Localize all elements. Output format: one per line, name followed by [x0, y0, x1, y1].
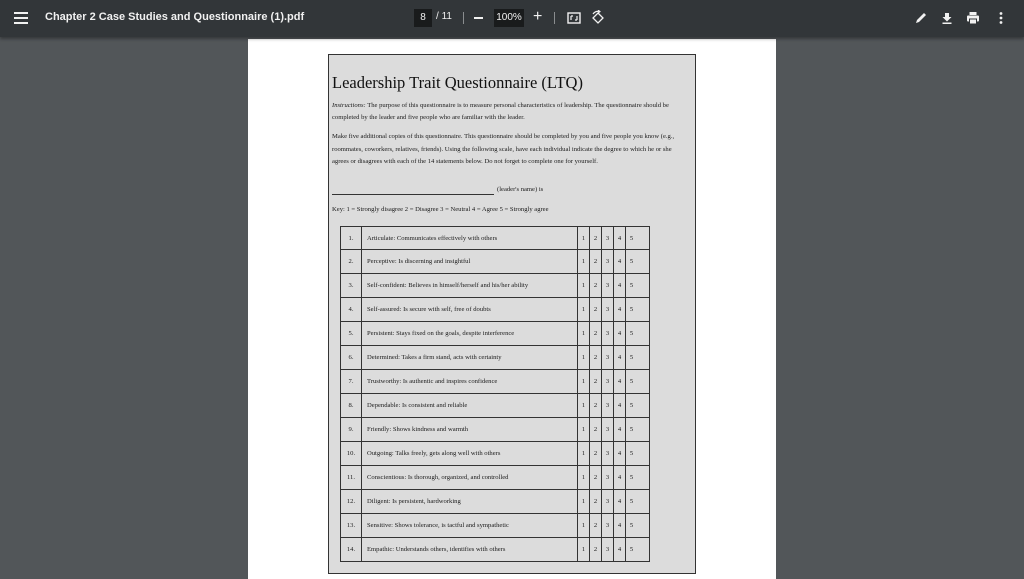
rating-option-2[interactable]: 2 — [589, 490, 601, 513]
rating-option-4[interactable]: 4 — [613, 227, 625, 250]
item-statement: Perceptive: Is discerning and insightful — [367, 258, 471, 265]
item-number: 4. — [341, 298, 362, 321]
rating-option-2[interactable]: 2 — [589, 514, 601, 537]
rating-option-4[interactable]: 4 — [613, 298, 625, 321]
zoom-input[interactable]: 100% — [494, 9, 524, 27]
table-row — [340, 298, 650, 322]
rating-option-2[interactable]: 2 — [589, 250, 601, 273]
rating-option-1[interactable]: 1 — [577, 250, 589, 273]
item-number: 7. — [341, 370, 362, 393]
rating-option-1[interactable]: 1 — [577, 442, 589, 465]
item-statement: Persistent: Stays fixed on the goals, despite interference — [367, 330, 515, 337]
rating-option-2[interactable]: 2 — [589, 370, 601, 393]
instructions-label: Instructions: — [332, 102, 366, 109]
item-statement: Diligent: Is persistent, hardworking — [367, 498, 461, 505]
rating-option-1[interactable]: 1 — [577, 346, 589, 369]
leader-name-label: (leader's name) is — [497, 186, 544, 193]
rating-option-2[interactable]: 2 — [589, 346, 601, 369]
rating-option-3[interactable]: 3 — [601, 322, 613, 345]
item-number: 1. — [341, 227, 362, 250]
rating-option-3[interactable]: 3 — [601, 346, 613, 369]
rating-option-1[interactable]: 1 — [577, 370, 589, 393]
table-row — [340, 226, 650, 250]
rating-option-2[interactable]: 2 — [589, 227, 601, 250]
rating-option-4[interactable]: 4 — [613, 274, 625, 297]
table-row — [340, 250, 650, 274]
rating-option-1[interactable]: 1 — [577, 466, 589, 489]
rating-option-5[interactable]: 5 — [625, 298, 637, 321]
rating-option-1[interactable]: 1 — [577, 418, 589, 441]
item-number: 8. — [341, 394, 362, 417]
item-number: 12. — [341, 490, 362, 513]
item-statement: Determined: Takes a firm stand, acts with certainty — [367, 354, 502, 361]
rating-option-4[interactable]: 4 — [613, 250, 625, 273]
item-number: 5. — [341, 322, 362, 345]
item-number: 13. — [341, 514, 362, 537]
toolbar-divider — [463, 12, 464, 24]
copies-paragraph: Make five additional copies of this questionnaire. This questionnaire should be completed by you and five people you know (e.g., roommates, coworkers, relatives, friends). Using the following scale, have each individual indicate the degree to which he or she agrees or disagrees with each of the 14 statements below. Do not forget to complete one for yourself. — [332, 133, 675, 165]
print-icon[interactable] — [965, 10, 981, 26]
item-statement: Conscientious: Is thorough, organized, and controlled — [367, 474, 509, 481]
rating-option-1[interactable]: 1 — [577, 394, 589, 417]
item-statement: Sensitive: Shows tolerance, is tactful and sympathetic — [367, 522, 509, 529]
rating-option-1[interactable]: 1 — [577, 274, 589, 297]
rating-option-2[interactable]: 2 — [589, 394, 601, 417]
trait-table — [340, 226, 650, 562]
rating-key: Key: 1 = Strongly disagree 2 = Disagree 3 = Neutral 4 = Agree 5 = Strongly agree — [332, 206, 549, 213]
item-number: 14. — [341, 538, 362, 561]
table-row — [340, 418, 650, 442]
rating-option-3[interactable]: 3 — [601, 466, 613, 489]
total-pages: 11 — [441, 11, 452, 22]
page-number-input[interactable]: 8 — [414, 9, 432, 27]
rating-option-4[interactable]: 4 — [613, 514, 625, 537]
rating-option-5[interactable]: 5 — [625, 250, 637, 273]
rating-option-5[interactable]: 5 — [625, 538, 637, 561]
rating-option-4[interactable]: 4 — [613, 370, 625, 393]
rating-option-5[interactable]: 5 — [625, 227, 637, 250]
rating-option-4[interactable]: 4 — [613, 442, 625, 465]
fit-page-icon[interactable] — [566, 10, 582, 26]
rating-option-5[interactable]: 5 — [625, 442, 637, 465]
rating-option-3[interactable]: 3 — [601, 418, 613, 441]
rating-option-4[interactable]: 4 — [613, 490, 625, 513]
instructions-text: The purpose of this questionnaire is to measure personal characteristics of leadership. The questionnaire should be completed by the leader and five people who are familiar with the leader. — [332, 102, 669, 121]
pdf-viewer[interactable] — [0, 37, 1024, 576]
rating-option-3[interactable]: 3 — [601, 274, 613, 297]
toolbar-divider — [554, 12, 555, 24]
rating-option-2[interactable]: 2 — [589, 418, 601, 441]
table-row — [340, 322, 650, 346]
rating-option-3[interactable]: 3 — [601, 490, 613, 513]
rating-option-2[interactable]: 2 — [589, 322, 601, 345]
table-row — [340, 538, 650, 562]
item-number: 3. — [341, 274, 362, 297]
instructions-paragraph — [332, 100, 690, 124]
rating-option-2[interactable]: 2 — [589, 274, 601, 297]
rating-option-5[interactable]: 5 — [625, 514, 637, 537]
leader-name-line — [332, 194, 494, 195]
pdf-toolbar — [0, 0, 1024, 37]
rating-option-4[interactable]: 4 — [613, 418, 625, 441]
questionnaire-form — [328, 54, 696, 574]
rating-option-1[interactable]: 1 — [577, 322, 589, 345]
rating-option-1[interactable]: 1 — [577, 514, 589, 537]
table-row — [340, 274, 650, 298]
rating-option-3[interactable]: 3 — [601, 370, 613, 393]
item-number: 2. — [341, 250, 362, 273]
zoom-out-button[interactable] — [474, 17, 483, 19]
item-statement: Empathic: Understands others, identifies with others — [367, 546, 506, 553]
pdf-page — [248, 39, 776, 579]
rating-option-3[interactable]: 3 — [601, 394, 613, 417]
rating-option-1[interactable]: 1 — [577, 298, 589, 321]
item-statement: Self-assured: Is secure with self, free of doubts — [367, 306, 491, 313]
rating-option-1[interactable]: 1 — [577, 490, 589, 513]
rating-option-4[interactable]: 4 — [613, 346, 625, 369]
table-row — [340, 514, 650, 538]
document-title: Chapter 2 Case Studies and Questionnaire (1).pdf — [45, 11, 305, 23]
rating-option-5[interactable]: 5 — [625, 322, 637, 345]
table-row — [340, 370, 650, 394]
rating-option-3[interactable]: 3 — [601, 227, 613, 250]
rating-option-3[interactable]: 3 — [601, 514, 613, 537]
page-separator: / — [436, 11, 439, 22]
rating-option-3[interactable]: 3 — [601, 298, 613, 321]
questionnaire-title: Leadership Trait Questionnaire (LTQ) — [332, 73, 583, 92]
rating-option-2[interactable]: 2 — [589, 466, 601, 489]
item-statement: Articulate: Communicates effectively with others — [367, 235, 498, 242]
rating-option-4[interactable]: 4 — [613, 394, 625, 417]
rating-option-5[interactable]: 5 — [625, 490, 637, 513]
rating-option-4[interactable]: 4 — [613, 538, 625, 561]
item-number: 9. — [341, 418, 362, 441]
table-row — [340, 466, 650, 490]
item-statement: Self-confident: Believes in himself/herself and his/her ability — [367, 282, 529, 289]
rating-option-3[interactable]: 3 — [601, 538, 613, 561]
table-row — [340, 490, 650, 514]
rating-option-1[interactable]: 1 — [577, 538, 589, 561]
rating-option-2[interactable]: 2 — [589, 538, 601, 561]
rating-option-3[interactable]: 3 — [601, 250, 613, 273]
zoom-in-button[interactable]: + — [533, 8, 543, 25]
rating-option-2[interactable]: 2 — [589, 442, 601, 465]
rating-option-5[interactable]: 5 — [625, 466, 637, 489]
more-vert-icon[interactable] — [993, 10, 1009, 26]
item-number: 11. — [341, 466, 362, 489]
table-row — [340, 442, 650, 466]
menu-icon[interactable] — [14, 10, 28, 26]
page-count — [436, 11, 452, 22]
item-statement: Friendly: Shows kindness and warmth — [367, 426, 469, 433]
rating-option-3[interactable]: 3 — [601, 442, 613, 465]
rating-option-1[interactable]: 1 — [577, 227, 589, 250]
item-statement: Outgoing: Talks freely, gets along well with others — [367, 450, 501, 457]
rating-option-4[interactable]: 4 — [613, 466, 625, 489]
item-number: 6. — [341, 346, 362, 369]
pen-icon[interactable] — [913, 10, 929, 26]
table-row — [340, 346, 650, 370]
rating-option-5[interactable]: 5 — [625, 418, 637, 441]
rating-option-4[interactable]: 4 — [613, 322, 625, 345]
table-row — [340, 394, 650, 418]
rating-option-5[interactable]: 5 — [625, 370, 637, 393]
rotate-icon[interactable] — [590, 10, 606, 26]
item-statement: Trustworthy: Is authentic and inspires confidence — [367, 378, 498, 385]
item-statement: Dependable: Is consistent and reliable — [367, 402, 468, 409]
download-icon[interactable] — [939, 10, 955, 26]
rating-option-2[interactable]: 2 — [589, 298, 601, 321]
rating-option-5[interactable]: 5 — [625, 274, 637, 297]
rating-option-5[interactable]: 5 — [625, 394, 637, 417]
rating-option-5[interactable]: 5 — [625, 346, 637, 369]
item-number: 10. — [341, 442, 362, 465]
